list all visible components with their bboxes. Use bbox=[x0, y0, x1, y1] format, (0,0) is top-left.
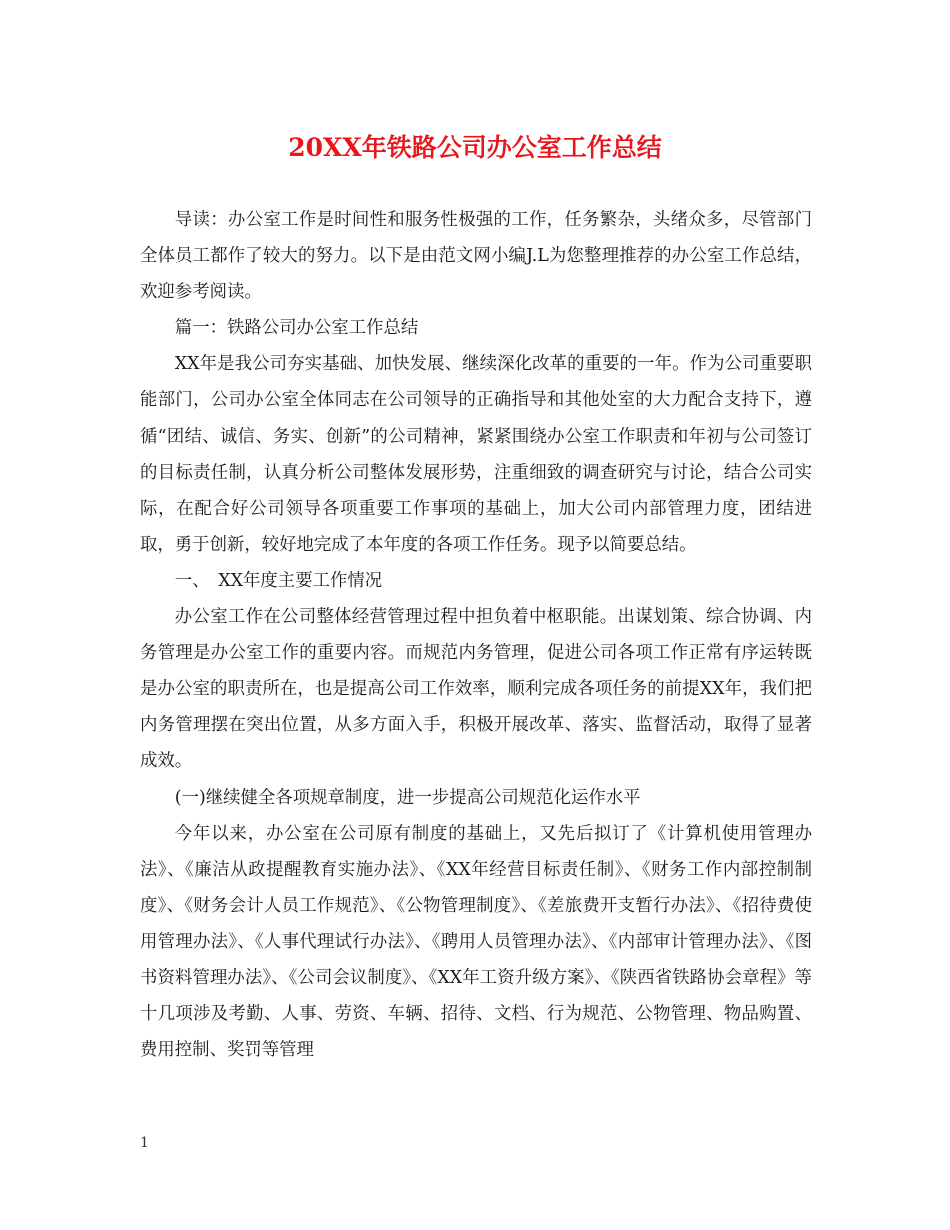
section-heading-part-one: 篇一：铁路公司办公室工作总结 bbox=[174, 318, 419, 339]
body-paragraph: 办公室工作在公司整体经营管理过程中担负着中枢职能。出谋划策、综合协调、内务管理是办公室工作的重要内容。而规范内务管理，促进公司各项工作正常有序运转既是办公室的职责所在，也是提高公司工作效率，顺利完成各项任务的前提XX年，我们把内务管理摆在突出位置，从多方面入手，积极开展改革、落实、监督活动，取得了显著成效。 bbox=[140, 607, 812, 772]
document-body bbox=[140, 202, 812, 1068]
subsection-heading: (一)继续健全各项规章制度，进一步提高公司规范化运作水平 bbox=[174, 787, 641, 808]
body-paragraph: XX年是我公司夯实基础、加快发展、继续深化改革的重要的一年。作为公司重要职能部门，公司办公室全体同志在公司领导的正确指导和其他处室的大力配合支持下，遵循“团结、诚信、务实、创新”的公司精神，紧紧围绕办公室工作职责和年初与公司签订的目标责任制，认真分析公司整体发展形势，注重细致的调查研究与讨论，结合公司实际，在配合好公司领导各项重要工作事项的基础上，加大公司内部管理力度，团结进取，勇于创新，较好地完成了本年度的各项工作任务。现予以简要总结。 bbox=[140, 354, 812, 555]
intro-paragraph: 导读：办公室工作是时间性和服务性极强的工作，任务繁杂，头绪众多，尽管部门全体员工都作了较大的努力。以下是由范文网小编J.L为您整理推荐的办公室工作总结，欢迎参考阅读。 bbox=[140, 210, 812, 303]
page-number: 1 bbox=[140, 1135, 149, 1151]
document-title: 20XX年铁路公司办公室工作总结 bbox=[288, 133, 662, 162]
section-heading-main-work: 一、 XX年度主要工作情况 bbox=[174, 570, 383, 591]
body-paragraph: 今年以来，办公室在公司原有制度的基础上，又先后拟订了《计算机使用管理办法》、《廉洁从政提醒教育实施办法》、《XX年经营目标责任制》、《财务工作内部控制制度》、《财务会计人员工作规范》、《公物管理制度》、《差旅费开支暂行办法》、《招待费使用管理办法》、《人事代理试行办法》、《聘用人员管理办法》、《内部审计管理办法》、《图书资料管理办法》、《公司会议制度》、《XX年工资升级方案》、《陕西省铁路协会章程》等十几项涉及考勤、人事、劳资、车辆、招待、文档、行为规范、公物管理、物品购置、费用控制、奖罚等管理 bbox=[140, 823, 812, 1061]
